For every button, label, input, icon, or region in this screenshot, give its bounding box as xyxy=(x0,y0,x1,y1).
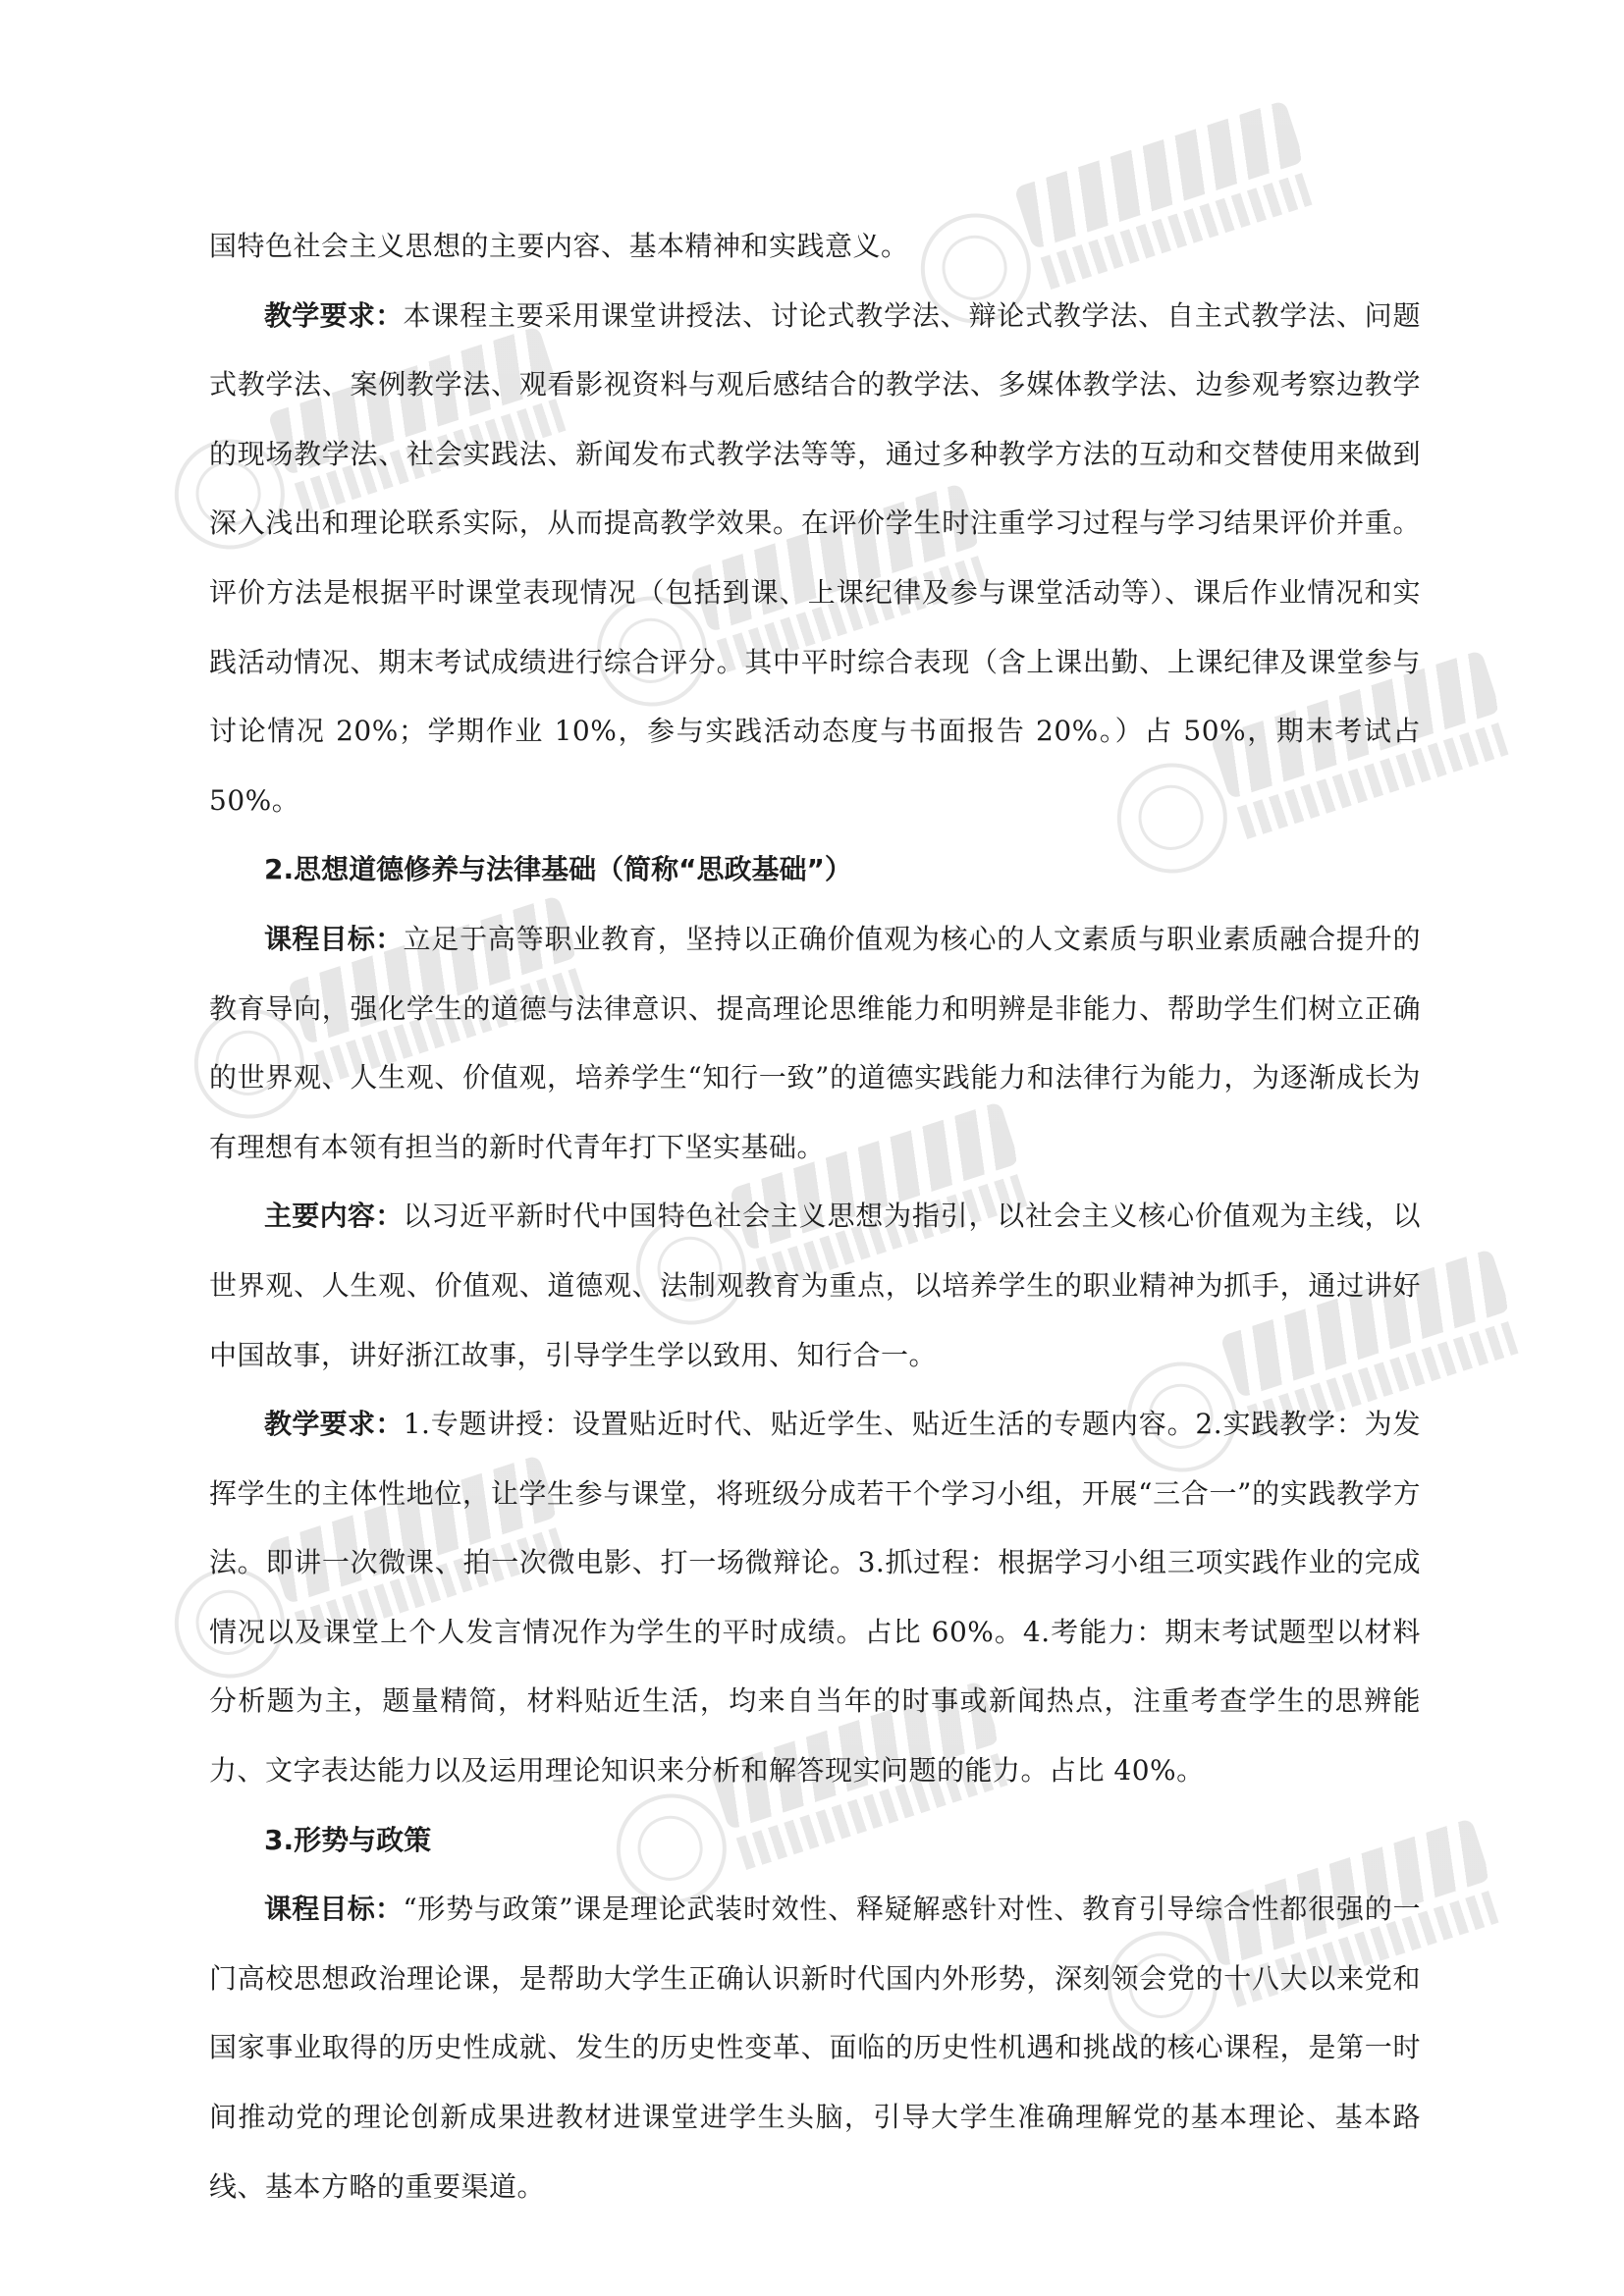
paragraph-teaching-requirements xyxy=(209,1390,1421,1806)
paragraph-continuation: 国特色社会主义思想的主要内容、基本精神和实践意义。 xyxy=(209,230,909,262)
document-body xyxy=(209,212,1421,2221)
paragraph-course-objective xyxy=(209,905,1421,1182)
paragraph-teaching-requirements xyxy=(209,282,1421,836)
section-heading: 2.思想道德修养与法律基础（简称“思政基础”） xyxy=(264,853,852,886)
paragraph-label: 教学要求： xyxy=(264,1408,404,1441)
paragraph-text: 本课程主要采用课堂讲授法、讨论式教学法、辩论式教学法、自主式教学法、问题式教学法、案例教学法、观看影视资料与观后感结合的教学法、多媒体教学法、边参观考察边教学的现场教学法、社会实践法、新闻发布式教学法等等，通过多种教学方法的互动和交替使用来做到深入浅出和理论联系实际，从而提高教学效果。在评价学生时注重学习过程与学习结果评价并重。评价方法是根据平时课堂表现情况（包括到课、上课纪律及参与课堂活动等）、课后作业情况和实践活动情况、期末考试成绩进行综合评分。其中平时综合表现（含上课出勤、上课纪律及课堂参与讨论情况 20%；学期作业 10%，参与实践活动态度与书面报告 20%。）占 50%，期末考试占 50%。 xyxy=(209,298,1421,817)
paragraph-label: 主要内容： xyxy=(264,1200,404,1233)
paragraph-label: 教学要求： xyxy=(264,298,404,332)
paragraph-label: 课程目标： xyxy=(264,1893,404,1926)
paragraph-course-objective xyxy=(209,1875,1421,2221)
paragraph-text: 立足于高等职业教育，坚持以正确价值观为核心的人文素质与职业素质融合提升的教育导向，强化学生的道德与法律意识、提高理论思维能力和明辨是非能力、帮助学生们树立正确的世界观、人生观、价值观，培养学生“知行一致”的道德实践能力和法律行为能力，为逐渐成长为有理想有本领有担当的新时代青年打下坚实基础。 xyxy=(209,922,1421,1163)
paragraph-main-content xyxy=(209,1182,1421,1390)
paragraph-text: 以习近平新时代中国特色社会主义思想为指引，以社会主义核心价值观为主线，以世界观、人生观、价值观、道德观、法制观教育为重点，以培养学生的职业精神为抓手，通过讲好中国故事，讲好浙江故事，引导学生学以致用、知行合一。 xyxy=(209,1200,1421,1371)
paragraph-text: “形势与政策”课是理论武装时效性、释疑解惑针对性、教育引导综合性都很强的一门高校思想政治理论课，是帮助大学生正确认识新时代国内外形势，深刻领会党的十八大以来党和国家事业取得的历史性成就、发生的历史性变革、面临的历史性机遇和挑战的核心课程，是第一时间推动党的理论创新成果进教材进课堂进学生头脑，引导大学生准确理解党的基本理论、基本路线、基本方略的重要渠道。 xyxy=(209,1893,1421,2203)
paragraph-text: 1.专题讲授：设置贴近时代、贴近学生、贴近生活的专题内容。2.实践教学：为发挥学生的主体性地位，让学生参与课堂，将班级分成若干个学习小组，开展“三合一”的实践教学方法。即讲一次微课、拍一次微电影、打一场微辩论。3.抓过程：根据学习小组三项实践作业的完成情况以及课堂上个人发言情况作为学生的平时成绩。占比 60%。4.考能力：期末考试题型以材料分析题为主，题量精简，材料贴近生活，均来自当年的时事或新闻热点，注重考查学生的思辨能力、文字表达能力以及运用理论知识来分析和解答现实问题的能力。占比 40%。 xyxy=(209,1408,1421,1788)
section-heading: 3.形势与政策 xyxy=(264,1823,432,1856)
paragraph-label: 课程目标： xyxy=(264,922,404,955)
